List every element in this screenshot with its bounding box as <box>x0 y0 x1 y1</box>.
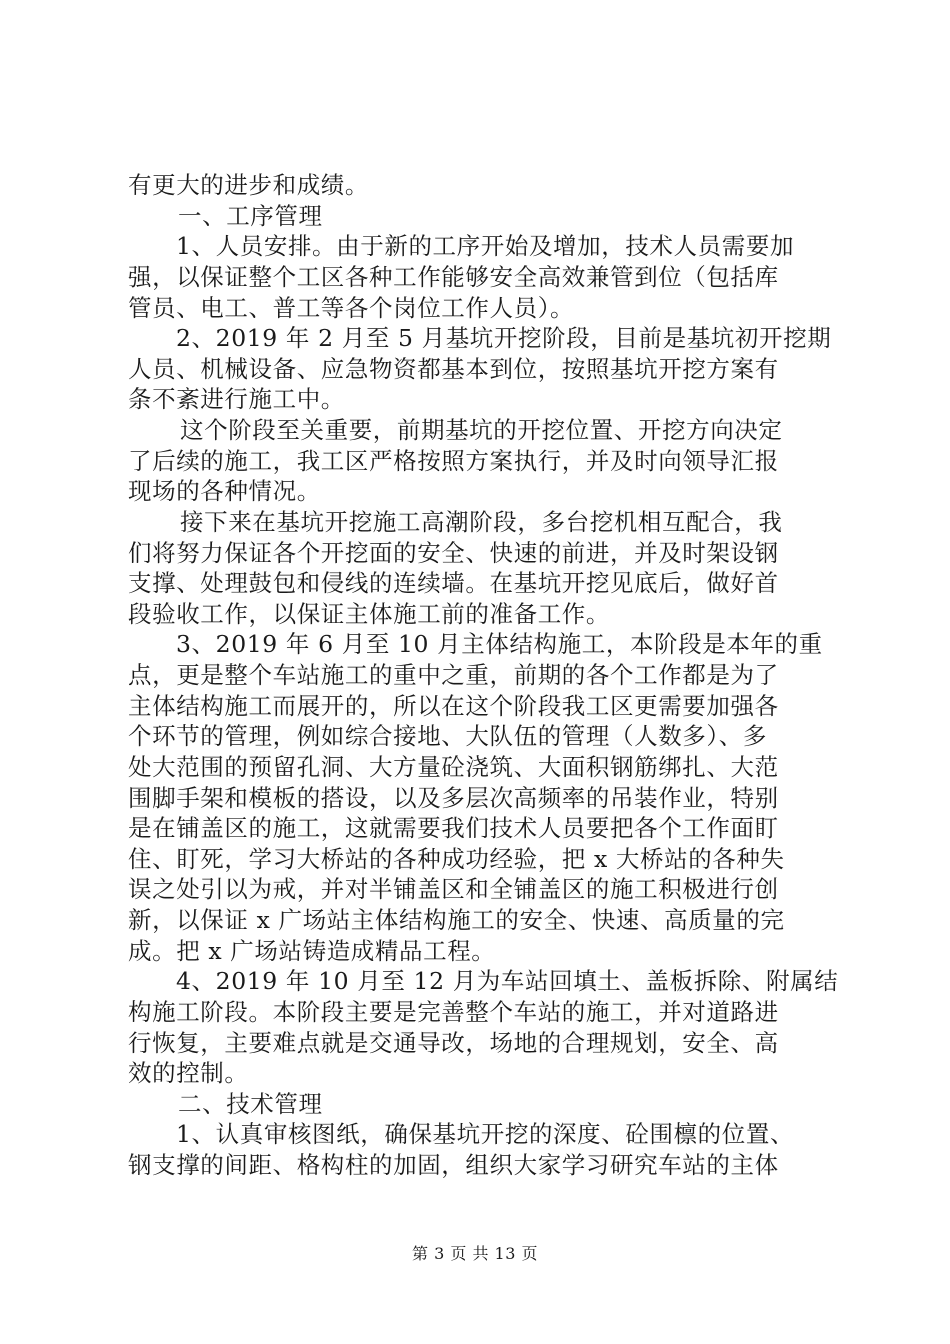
text-line: 接下来在基坑开挖施工高潮阶段，多台挖机相互配合，我 <box>180 507 783 536</box>
section-heading-process: 一、工序管理 <box>178 201 323 230</box>
text-line: 误之处引以为戒，并对半铺盖区和全铺盖区的施工积极进行创 <box>128 875 779 904</box>
text-line: 4、2019 年 10 月至 12 月为车站回填土、盖板拆除、附属结 <box>176 967 839 996</box>
text-line: 人员、机械设备、应急物资都基本到位，按照基坑开挖方案有 <box>128 354 779 383</box>
text-line: 2、2019 年 2 月至 5 月基坑开挖阶段，目前是基坑初开挖期 <box>176 324 832 353</box>
page-number-footer: 第 3 页 共 13 页 <box>412 1244 538 1263</box>
text-line: 新，以保证 x 广场站主体结构施工的安全、快速、高质量的完 <box>128 906 785 934</box>
text-line: 效的控制。 <box>128 1059 249 1088</box>
text-line: 1、认真审核图纸，确保基坑开挖的深度、砼围檩的位置、 <box>176 1120 795 1149</box>
text-line: 构施工阶段。本阶段主要是完善整个车站的施工，并对道路进 <box>128 997 779 1026</box>
text-line: 管员、电工、普工等各个岗位工作人员）。 <box>128 293 575 322</box>
text-line: 成。把 x 广场站铸造成精品工程。 <box>128 936 496 965</box>
text-line: 段验收工作，以保证主体施工前的准备工作。 <box>128 599 610 628</box>
text-line: 有更大的进步和成绩。 <box>128 171 369 199</box>
text-line: 这个阶段至关重要，前期基坑的开挖位置、开挖方向决定 <box>180 416 783 444</box>
text-line: 3、2019 年 6 月至 10 月主体结构施工，本阶段是本年的重 <box>176 630 823 659</box>
text-line: 住、盯死，学习大桥站的各种成功经验，把 x 大桥站的各种失 <box>128 844 785 873</box>
section-heading-tech: 二、技术管理 <box>178 1089 323 1118</box>
text-line: 1、人员安排。由于新的工序开始及增加，技术人员需要加 <box>176 232 795 261</box>
text-line: 们将努力保证各个开挖面的安全、快速的前进，并及时架设钢 <box>128 538 779 567</box>
text-line: 钢支撑的间距、格构柱的加固，组织大家学习研究车站的主体 <box>128 1151 779 1179</box>
text-line: 强，以保证整个工区各种工作能够安全高效兼管到位（包括库 <box>128 262 779 291</box>
text-line: 围脚手架和模板的搭设，以及多层次高频率的吊装作业，特别 <box>128 783 779 812</box>
text-line: 条不紊进行施工中。 <box>128 385 345 414</box>
text-line: 了后续的施工，我工区严格按照方案执行，并及时向领导汇报 <box>128 446 779 475</box>
text-line: 处大范围的预留孔洞、大方量砼浇筑、大面积钢筋绑扎、大范 <box>128 752 779 781</box>
text-line: 行恢复，主要难点就是交通导改，场地的合理规划，安全、高 <box>128 1028 779 1057</box>
text-line: 点，更是整个车站施工的重中之重，前期的各个工作都是为了 <box>128 661 779 689</box>
text-line: 支撑、处理鼓包和侵线的连续墙。在基坑开挖见底后，做好首 <box>128 569 779 598</box>
text-line: 个环节的管理，例如综合接地、大队伍的管理（人数多）、多 <box>128 722 767 751</box>
text-line: 是在铺盖区的施工，这就需要我们技术人员要把各个工作面盯 <box>128 814 779 843</box>
text-line: 现场的各种情况。 <box>128 477 321 506</box>
text-line: 主体结构施工而展开的，所以在这个阶段我工区更需要加强各 <box>128 691 779 720</box>
